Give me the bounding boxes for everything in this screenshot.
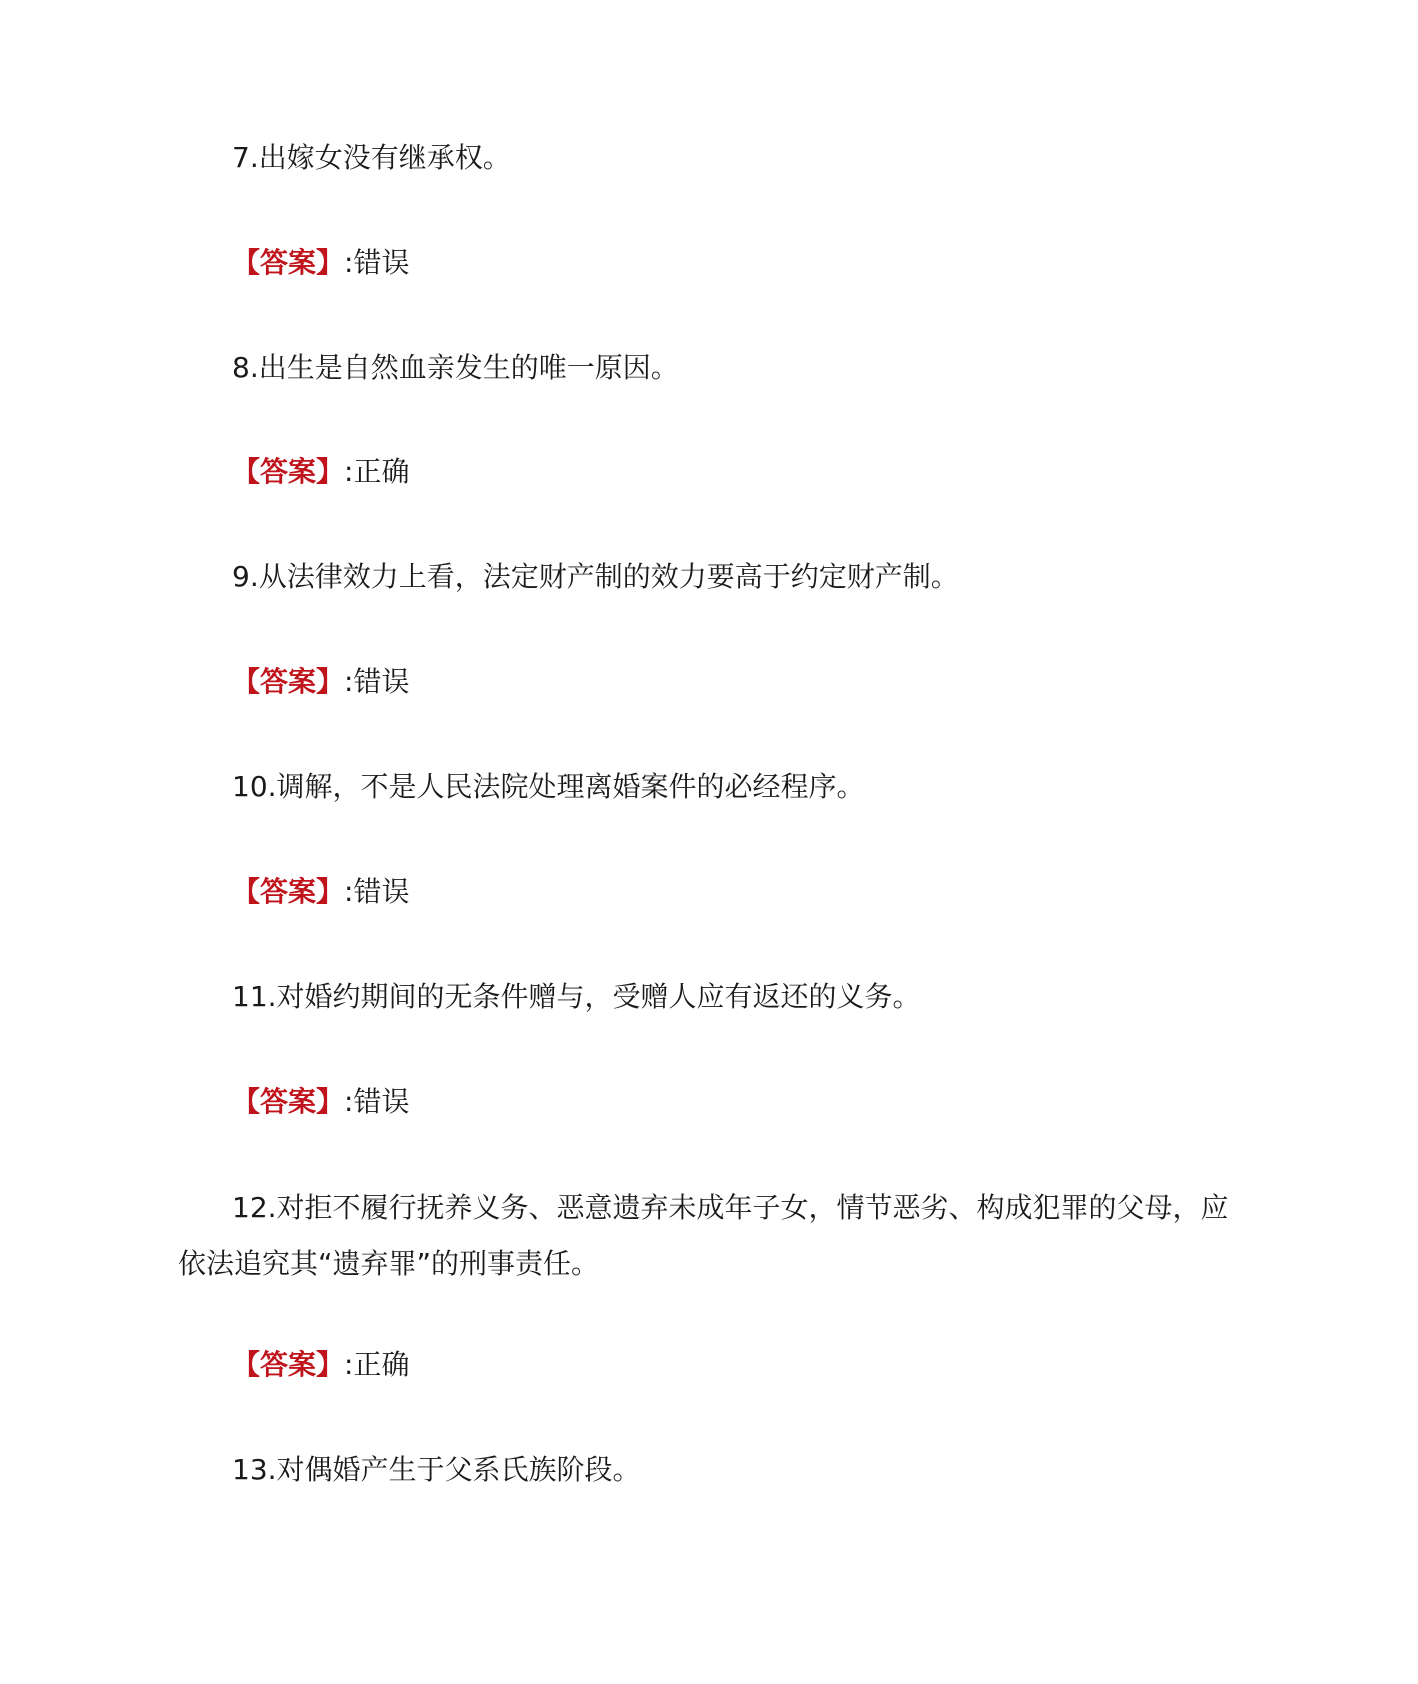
question-8: 8.出生是自然血亲发生的唯一原因。: [232, 351, 679, 384]
question-7: 7.出嫁女没有继承权。: [232, 141, 511, 174]
answer-10: [232, 872, 409, 912]
answer-value: :正确: [344, 455, 410, 488]
answer-value: :错误: [344, 1085, 410, 1118]
answer-label: 【答案】: [232, 875, 345, 908]
answer-label: 【答案】: [232, 246, 345, 279]
answer-7: [232, 243, 409, 283]
answer-11: [232, 1082, 409, 1122]
answer-label: 【答案】: [232, 1348, 345, 1381]
answer-12: [232, 1345, 409, 1385]
question-11: 11.对婚约期间的无条件赠与，受赠人应有返还的义务。: [232, 980, 921, 1013]
answer-label: 【答案】: [232, 1085, 345, 1118]
answer-value: :正确: [344, 1348, 410, 1381]
answer-value: :错误: [344, 875, 410, 908]
answer-label: 【答案】: [232, 455, 345, 488]
question-9: 9.从法律效力上看，法定财产制的效力要高于约定财产制。: [232, 560, 959, 593]
answer-8: [232, 452, 409, 492]
question-10: 10.调解，不是人民法院处理离婚案件的必经程序。: [232, 770, 865, 803]
answer-value: :错误: [344, 665, 410, 698]
answer-9: [232, 662, 409, 702]
question-13: 13.对偶婚产生于父系氏族阶段。: [232, 1453, 641, 1486]
question-12: 12.对拒不履行抚养义务、恶意遗弃未成年子女，情节恶劣、构成犯罪的父母，应依法追究其“遗弃罪”的刑事责任。: [178, 1191, 1229, 1280]
answer-value: :错误: [344, 246, 410, 279]
answer-label: 【答案】: [232, 665, 345, 698]
